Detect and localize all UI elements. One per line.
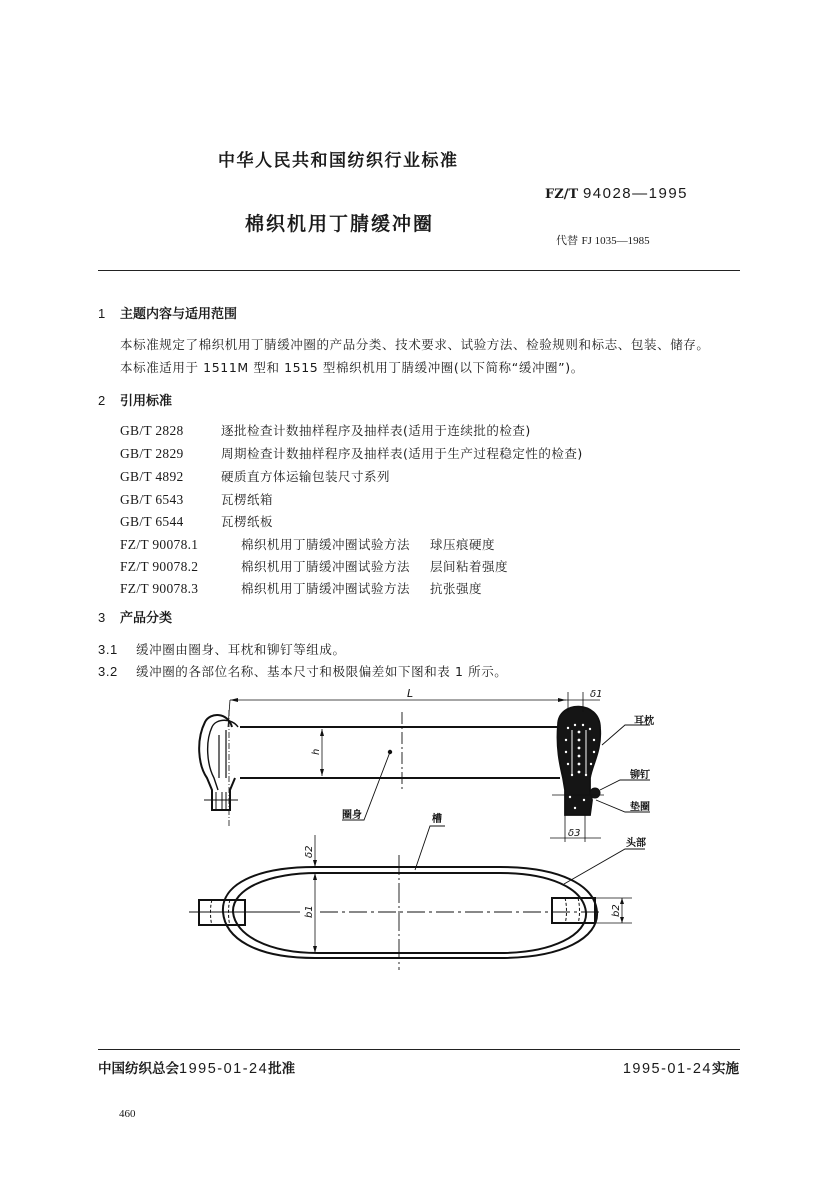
approving-body: 中国纺织总会 [98,1061,179,1077]
approval-date: 1995-01-24 [179,1061,269,1077]
dim-label-h: h [311,748,322,755]
dim-label-delta2: δ2 [304,845,315,858]
reference-code: FZ/T 90078.1 [120,537,199,552]
part-label-head: 头部 [626,838,646,849]
reference-title: 棉织机用丁腈缓冲圈试验方法 [241,537,411,552]
paragraph: 本标准适用于 1511M 型和 1515 型棉织机用丁腈缓冲圈(以下简称“缓冲圈”)。 [120,360,584,375]
effective-line [623,1057,739,1077]
dim-label-b1: b1 [304,905,315,918]
reference-title: 瓦楞纸板 [221,514,274,529]
reference-subtitle: 抗张强度 [430,581,483,596]
reference-title: 棉织机用丁腈缓冲圈试验方法 [241,581,411,596]
document-title: 棉织机用丁腈缓冲圈 [245,213,435,235]
footer-divider [98,1049,740,1050]
subsection-number: 3.2 [98,664,118,679]
section-title: 引用标准 [120,394,173,409]
reference-subtitle: 球压痕硬度 [430,537,496,552]
part-label-washer: 垫圈 [630,802,650,813]
paragraph: 本标准规定了棉织机用丁腈缓冲圈的产品分类、技术要求、试验方法、检验规则和标志、包装、储存。 [120,337,710,352]
dim-label-delta3: δ3 [568,828,581,839]
section-number: 1 [98,306,106,321]
reference-code: GB/T 2829 [120,446,184,461]
reference-title: 棉织机用丁腈缓冲圈试验方法 [241,559,411,574]
section-title: 主题内容与适用范围 [120,307,238,322]
reference-code: FZ/T 90078.2 [120,559,199,574]
approval-line [98,1057,295,1077]
dim-label-delta1: δ1 [590,689,603,700]
effective-suffix: 实施 [712,1061,739,1077]
replaces-label: 代替 [556,234,578,247]
reference-title: 瓦楞纸箱 [221,492,274,507]
part-label-rivet: 铆钉 [630,770,650,781]
reference-code: GB/T 6544 [120,514,184,529]
part-label-ear-pillow: 耳枕 [634,716,654,727]
page-number: 460 [119,1108,136,1120]
subsection-number: 3.1 [98,642,118,657]
part-label-ring-body: 圈身 [342,810,362,821]
reference-code: GB/T 6543 [120,492,184,507]
reference-title: 周期检查计数抽样程序及抽样表(适用于生产过程稳定性的检查) [221,446,583,461]
part-label-groove: 槽 [432,814,442,825]
effective-date: 1995-01-24 [622,1061,712,1077]
reference-title: 逐批检查计数抽样程序及抽样表(适用于连续批的检查) [221,423,531,438]
section-title: 产品分类 [120,611,173,626]
reference-subtitle: 层间粘着强度 [430,559,509,574]
section-number: 2 [98,393,106,408]
replaces-code: FJ 1035—1985 [581,235,650,247]
reference-code: GB/T 2828 [120,423,184,438]
subsection-text: 缓冲圈由圈身、耳枕和铆钉等组成。 [136,642,346,657]
subsection-text: 缓冲圈的各部位名称、基本尺寸和极限偏差如下图和表 1 所示。 [136,664,508,679]
issuing-authority: 中华人民共和国纺织行业标准 [218,151,459,171]
section-number: 3 [98,610,106,625]
dim-label-b2: b2 [611,904,622,917]
reference-title: 硬质直方体运输包装尺寸系列 [221,469,391,484]
standard-number: 94028—1995 [582,185,689,202]
dim-label-L: L [407,687,414,700]
approval-suffix: 批准 [268,1061,296,1077]
standard-prefix: FZ/T [545,187,579,202]
reference-code: GB/T 4892 [120,469,184,484]
reference-code: FZ/T 90078.3 [120,581,199,596]
